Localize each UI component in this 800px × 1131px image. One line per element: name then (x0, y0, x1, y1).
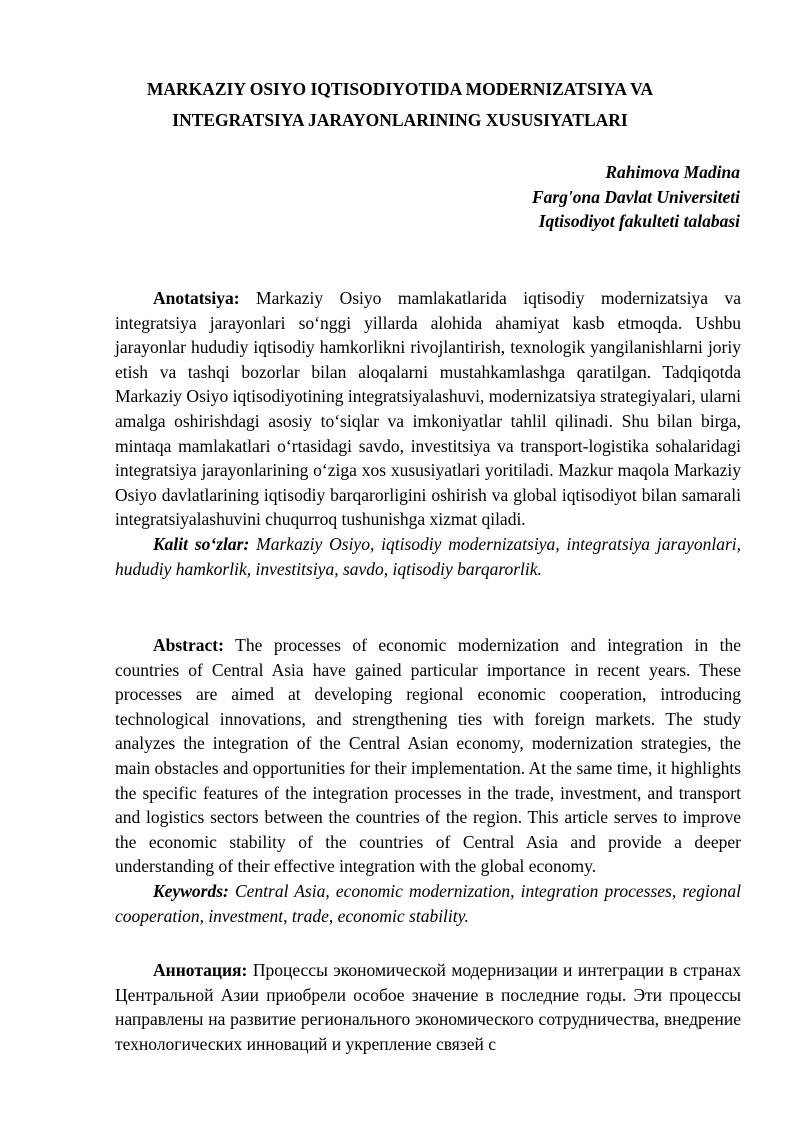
annotation-ru-section (115, 958, 741, 1056)
keywords-uz-paragraph (115, 532, 741, 581)
abstract-en-section (115, 633, 741, 928)
title-line-1: MARKAZIY OSIYO IQTISODIYOTIDA MODERNIZATSIYA VA (146, 79, 654, 99)
abstract-en-label: Abstract: (153, 635, 224, 655)
keywords-uz-text: Markaziy Osiyo, iqtisodiy modernizatsiya, integratsiya jarayonlari, hududiy hamkorlik, investitsiya, savdo, iqtisodiy barqarorlik. (115, 533, 742, 579)
paper-title (60, 74, 740, 136)
annotation-uz-paragraph (115, 286, 741, 532)
abstract-en-paragraph (115, 633, 741, 879)
author-block (532, 160, 740, 234)
annotation-uz-text: Markaziy Osiyo mamlakatlarida iqtisodiy modernizatsiya va integratsiya jarayonlari so‘nggi yillarda alohida ahamiyat kasb etmoqda. Ushbu jarayonlar hududiy iqtisodiy hamkorlikni rivojlantirish, texnologik yangilanishlarni joriy etish va tashqi bozorlar bilan aloqalarni mustahkamlashga qaratilgan. Tadqiqotda Markaziy Osiyo iqtisodiyotining integratsiyalashuvi, modernizatsiya strategiyalari, ularni amalga oshirishdagi asosiy to‘siqlar va imkoniyatlar tahlil qilinadi. Shu bilan birga, mintaqa mamlakatlari o‘rtasidagi savdo, investitsiya va transport-logistika sohalaridagi integratsiya jarayonlarining o‘ziga xos xususiyatlari yoritiladi. Mazkur maqola Markaziy Osiyo davlatlarining iqtisodiy barqarorligini oshirish va global iqtisodiyot bilan samarali integratsiyalashuvini chuqurroq tushunishga xizmat qiladi. (115, 288, 741, 530)
annotation-ru-paragraph (115, 958, 741, 1056)
author-position: Iqtisodiyot fakulteti talabasi (538, 211, 740, 231)
annotation-uz-section (115, 286, 741, 581)
keywords-en-text: Central Asia, economic modernization, integration processes, regional cooperation, investment, trade, economic stability. (115, 880, 742, 926)
annotation-ru-label: Аннотация: (153, 960, 248, 980)
keywords-en-paragraph (115, 879, 741, 928)
keywords-uz-label: Kalit so‘zlar: (153, 533, 250, 554)
annotation-uz-label: Anotatsiya: (153, 288, 240, 308)
keywords-en-label: Keywords: (153, 880, 229, 901)
annotation-ru-text: Процессы экономической модернизации и интеграции в странах Центральной Азии приобрели особое значение в последние годы. Эти процессы направлены на развитие регионального экономического сотрудничества, внедрение технологических инноваций и укрепление связей с (115, 960, 742, 1054)
abstract-en-text: The processes of economic modernization and integration in the countries of Central Asia have gained particular importance in recent years. These processes are aimed at developing regional economic cooperation, introducing technological innovations, and strengthening ties with foreign markets. The study analyzes the integration of the Central Asian economy, modernization strategies, the main obstacles and opportunities for their implementation. At the same time, it highlights the specific features of the integration processes in the trade, investment, and transport and logistics sectors between the countries of the region. This article serves to improve the economic stability of the countries of Central Asia and provide a deeper understanding of their effective integration with the global economy. (115, 635, 741, 877)
author-name: Rahimova Madina (605, 162, 740, 182)
author-affiliation: Farg'ona Davlat Universiteti (531, 186, 740, 207)
title-line-2: INTEGRATSIYA JARAYONLARINING XUSUSIYATLARI (172, 110, 628, 130)
